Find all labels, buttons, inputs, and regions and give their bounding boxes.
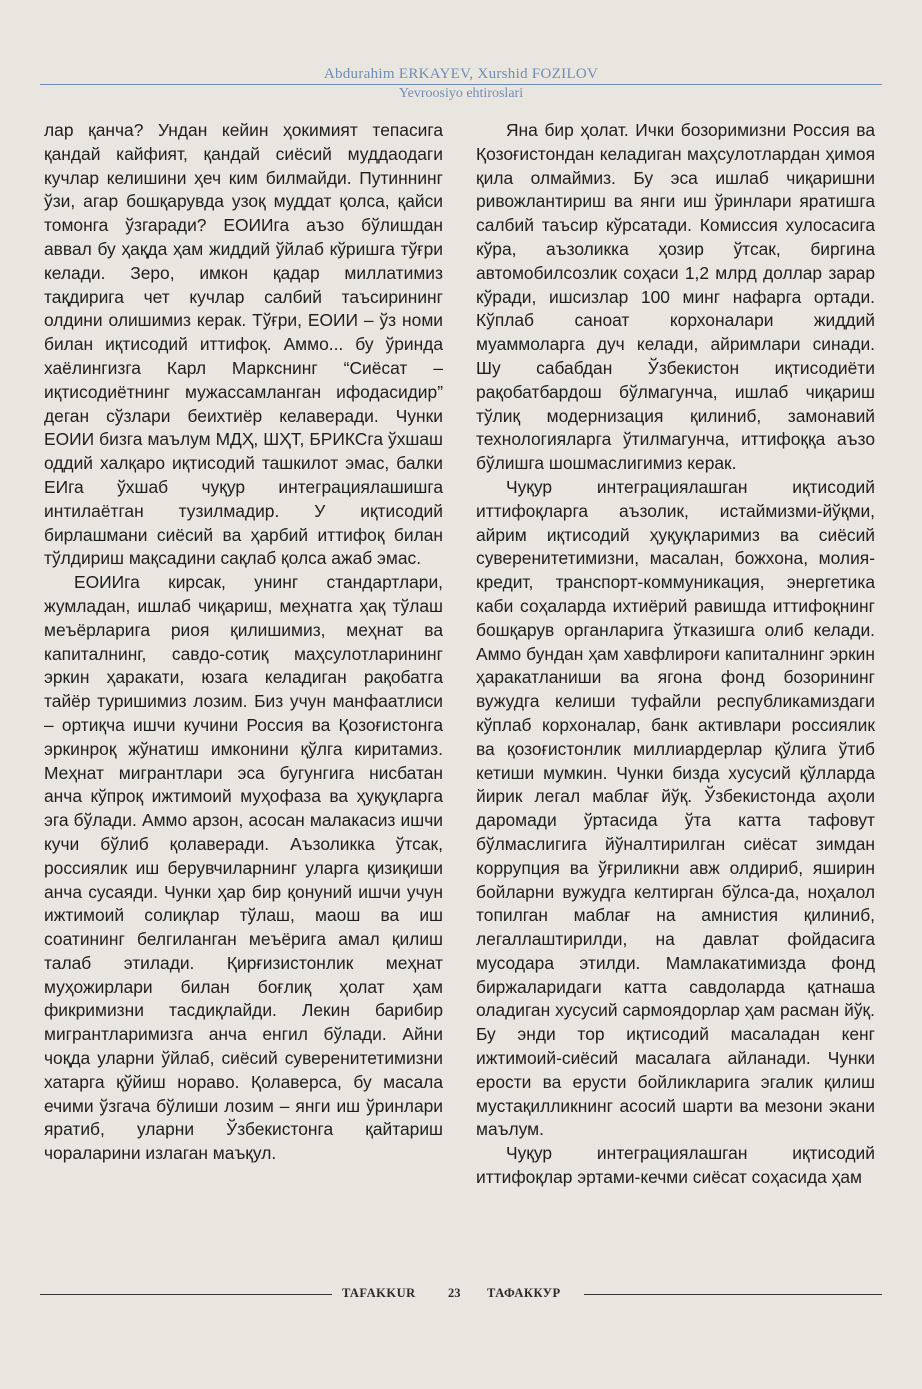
masthead-cyrillic: ТАФАККУР — [487, 1286, 561, 1300]
page-footer — [40, 1284, 882, 1304]
paragraph: лар қанча? Ундан кейин ҳокимият тепасига қандай кайфият, қандай сиёсий муддаодаги кучлар келишини ҳеч ким билмайди. Путиннинг ўзи, агар бошқарувда узоқ муддат қолса, қайси томонга ўзгаради? ЕОИИга аъзо бўлишдан аввал бу ҳақда ҳам жиддий ўйлаб кўришга тўғри келади. Зеро, имкон қадар миллатимиз тақдирига чет кучлар салбий таъсирининг олдини олишимиз керак. Тўғри, ЕОИИ – ўз номи билан иқтисодий иттифоқ. Аммо... бу ўринда хаёлингизга Карл Маркснинг “Сиёсат – иқтисодиётнинг мужассамланган ифодасидир” деган сўзлари беихтиёр келаверади. Чунки ЕОИИ бизга маълум МДҲ, ШҲТ, БРИКСга ўхшаш оддий халқаро иқтисодий ташкилот эмас, балки ЕИга ўхшаб чуқур интеграциялашишга интилаётган тузилмадир. У иқтисодий бирлашмани сиёсий ва ҳарбий иттифоқ билан тўлдириш мақсадини сақлаб қолса ажаб эмас. — [44, 120, 443, 569]
running-header — [40, 66, 882, 102]
paragraph: Яна бир ҳолат. Ички бозоримизни Россия ва Қозоғистондан келадиган маҳсулотлардан ҳимоя қила олмаймиз. Бу эса ишлаб чиқаришни ривожлантириш ва янги иш ўринлари яратишга салбий таъсир кўрсатади. Комиссия хулосасига кўра, аъзоликка ҳозир ўтсак, биргина автомобилсозлик соҳаси 1,2 млрд доллар зарар кўради, ишсизлар 100 минг нафарга ортади. Кўплаб саноат корхоналари жиддий муаммоларга дуч келади, айримлари синади. Шу сабабдан Ўзбекистон иқтисодиёти рақобатбардош бўлмагунча, ишлаб чиқариш тўлиқ модернизация қилиниб, замонавий технологияларга ўтилмагунча, иттифоққа аъзо бўлишга шошмаслигимиз керак. — [476, 120, 875, 474]
header-authors: Abdurahim ERKAYEV, Xurshid FOZILOV — [323, 66, 599, 82]
right-column — [476, 119, 875, 1190]
header-subtitle: Yevroosiyo ehtiroslari — [398, 86, 524, 101]
paragraph: ЕОИИга кирсак, унинг стандартлари, жумладан, ишлаб чиқариш, меҳнатга ҳақ тўлаш меъёрларига риоя қилишимиз, меҳнат ва капиталнинг, савдо-сотиқ маҳсулотларининг эркин ҳаракати, юзага келадиган рақобатга тайёр туришимиз лозим. Биз учун манфаатлиси – ортиқча ишчи кучини Россия ва Қозоғистонга эркинроқ жўнатиш имконини қўлга киритамиз. Меҳнат мигрантлари эса бугунгига нисбатан анча кўпроқ ижтимоий муҳофаза ва ҳуқуқларга эга бўлади. Аммо арзон, асосан малакасиз ишчи кучи бўлиб қолаверади. Аъзоликка ўтсак, россиялик иш берувчиларнинг уларга қизиқиши анча сусаяди. Чунки ҳар бир қонуний ишчи учун ижтимоий солиқлар тўлаш, маош ва иш соатининг белгиланган меъёрига амал қилиш талаб этилади. Қирғизистонлик меҳнат муҳожирлари билан боғлиқ ҳолат ҳам фикримизни тасдиқлайди. Лекин барибир мигрантларимизга анча енгил бўлади. Айни чоқда уларни ўйлаб, сиёсий суверенитетимизни хатарга қўйиш нораво. Қолаверса, бу масала ечими ўзгача бўлиши лозим – янги иш ўринлари яратиб, уларни Ўзбекистонга қайтариш чораларини излаган маъқул. — [44, 572, 443, 1164]
paragraph: Чуқур интеграциялашган иқтисодий иттифоқларга аъзолик, истаймизми-йўқми, айрим иқтисодий ҳуқуқларимиз ва сиёсий суверенитетимизни, масалан, божхона, молия-кредит, транспорт-коммуникация, энергетика каби соҳаларда ихтиёрий равишда иттифоқнинг бошқарув органларига ўтказишга олиб келади. Аммо бундан ҳам хавфлироғи капиталнинг эркин ҳаракатланиши ва ягона фонд бозорининг вужудга келиши туфайли республикамиздаги кўплаб корхоналар, банк активлари россиялик ва қозоғистонлик миллиардерлар қўлига ўтиб кетиши мумкин. Чунки бизда хусусий қўлларда йирик легал маблағ йўқ. Ўзбекистонда аҳоли даромади ўртасида ўта катта тафовут бўлмаслигига йўналтирилган сиёсат зимдан коррупция ва ўғриликни авж олдириб, яширин бойларни вужудга келтирган бўлса-да, ноҳалол топилган маблағ на амнистия қилиниб, легаллаштирилди, на давлат фойдасига мусодара этилди. Мамлакатимизда фонд биржаларидаги катта савдоларда қатнаша оладиган хусусий сармоядорлар ҳам расман йўқ. Бу энди тор иқтисодий масаладан кенг ижтимоий-сиёсий масалага айланади. Чунки ерости ва ерусти бойликларига эгалик қилиш мустақилликнинг асосий шарти ва мезони экани маълум. — [476, 476, 875, 1140]
left-column — [44, 119, 443, 1166]
paragraph: Чуқур интеграциялашган иқтисодий иттифоқлар эртами-кечми сиёсат соҳасида ҳам — [476, 1143, 875, 1188]
footer-rule-right — [584, 1294, 882, 1295]
masthead-latin: TAFAKKUR — [342, 1286, 416, 1300]
page-number: 23 — [448, 1286, 461, 1300]
footer-rule-left — [40, 1294, 332, 1295]
header-rule — [40, 84, 882, 85]
